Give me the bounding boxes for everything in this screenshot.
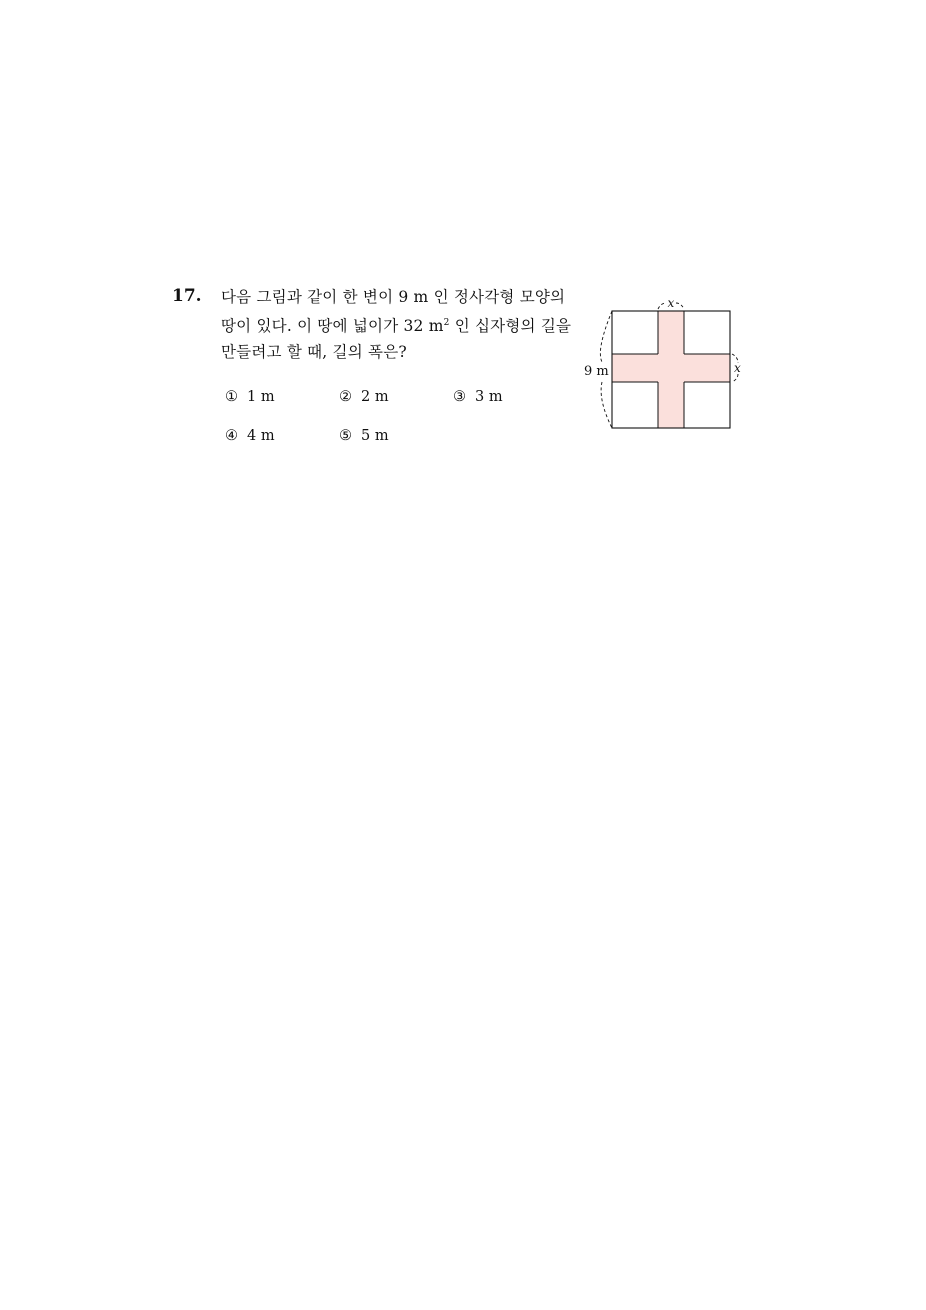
vertical-road (658, 311, 684, 428)
area-exponent: 2 (443, 318, 450, 328)
choice-5-mark: ⑤ (339, 428, 352, 444)
choice-2[interactable] (339, 389, 389, 405)
question-line-3: 만들려고 할 때, 길의 폭은? (221, 343, 407, 361)
choice-4-text: 4 m (247, 428, 275, 444)
choice-3[interactable] (453, 389, 503, 405)
choice-2-mark: ② (339, 389, 352, 405)
choice-5-text: 5 m (361, 428, 389, 444)
choice-3-text: 3 m (475, 389, 503, 405)
choice-5[interactable] (339, 428, 389, 444)
square-land-figure (576, 290, 752, 440)
side-dimension-arc-top (600, 311, 612, 362)
side-dimension-arc-bottom (601, 382, 612, 428)
choice-2-text: 2 m (361, 389, 389, 405)
figure-svg (576, 290, 752, 440)
choice-4[interactable] (225, 428, 275, 444)
question-number: 17. (172, 286, 202, 306)
question-line-2 (221, 310, 572, 339)
right-dimension-arc-bottom (732, 374, 738, 382)
right-width-label: x (734, 361, 741, 375)
choice-1[interactable] (225, 389, 275, 405)
question-line-2-rest: 인 십자형의 길을 (449, 317, 572, 335)
choice-3-mark: ③ (453, 389, 466, 405)
answer-choices (225, 389, 565, 459)
top-dimension-arc-left (658, 303, 666, 309)
top-dimension-arc-right (676, 303, 684, 309)
choice-4-mark: ④ (225, 428, 238, 444)
question-line-2-part: 땅이 있다. 이 땅에 넓이가 32 m (221, 317, 444, 335)
top-width-label: x (667, 296, 675, 310)
question-text (221, 284, 572, 365)
side-length-label: 9 m (584, 364, 609, 379)
choice-1-mark: ① (225, 389, 238, 405)
choice-1-text: 1 m (247, 389, 275, 405)
question-line-1: 다음 그림과 같이 한 변이 9 m 인 정사각형 모양의 (221, 288, 566, 306)
